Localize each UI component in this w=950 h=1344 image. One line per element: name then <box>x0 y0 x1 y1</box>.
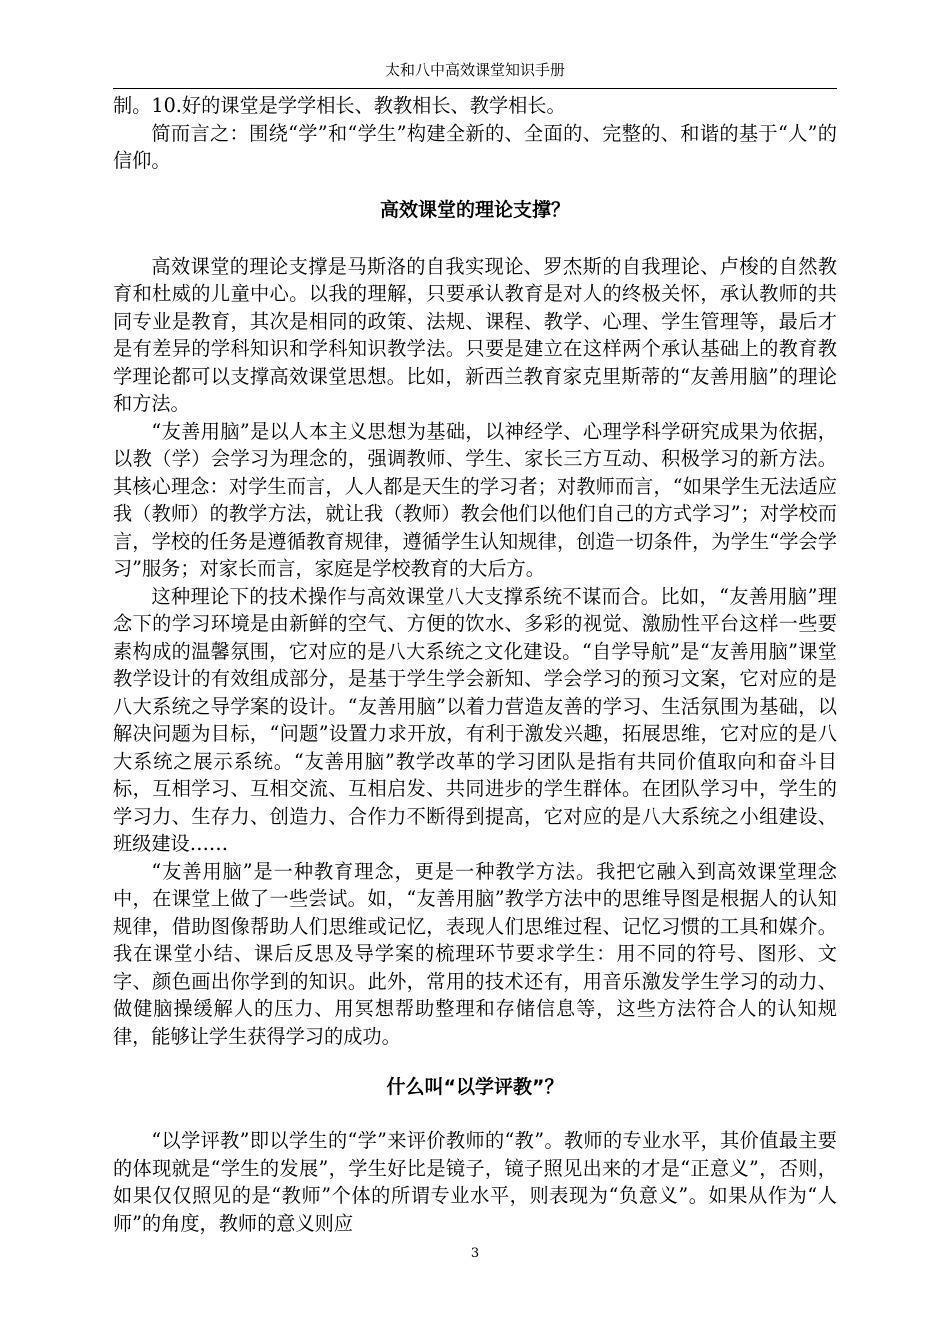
header-title: 太和八中高效课堂知识手册 <box>384 61 565 79</box>
document-body <box>113 92 837 1237</box>
paragraph: 这种理论下的技术操作与高效课堂八大支撑系统不谋而合。比如，“友善用脑”理念下的学习环境是由新鲜的空气、方便的饮水、多彩的视觉、激励性平台这样一些要素构成的温馨氛围，它对应的是八大系统之文化建设。“自学导航”是“友善用脑”课堂教学设计的有效组成部分，是基于学生学会新知、学会学习的预习文案，它对应的是八大系统之导学案的设计。“友善用脑”以着力营造友善的学习、生活氛围为基础，以解决问题为目标，“问题”设置力求开放，有利于激发兴趣，拓展思维，它对应的是八大系统之展示系统。“友善用脑”教学改革的学习团队是指有共同价值取向和奋斗目标，互相学习、互相交流、互相启发、共同进步的学生群体。在团队学习中，学生的学习力、生存力、创造力、合作力不断得到提高，它对应的是八大系统之小组建设、班级建设…… <box>113 584 837 855</box>
paragraph: 制。10.好的课堂是学学相长、教教相长、教学相长。 <box>113 94 566 117</box>
paragraph: “以学评教”即以学生的“学”来评价教师的“教”。教师的专业水平，其价值最主要的体现就是“学生的发展”，学生好比是镜子，镜子照见出来的才是“正意义”，否则，如果仅仅照见的是“教师”个体的所谓专业水平，则表现为“负意义”。如果从作为“人师”的角度，教师的意义则应 <box>113 1129 837 1235</box>
paragraph: “友善用脑”是一种教育理念，更是一种教学方法。我把它融入到高效课堂理念中，在课堂上做了一些尝试。如，“友善用脑”教学方法中的思维导图是根据人的认知规律，借助图像帮助人们思维或记忆，表现人们思维过程、记忆习惯的工具和媒介。我在课堂小结、课后反思及导学案的梳理环节要求学生：用不同的符号、图形、文字、颜色画出你学到的知识。此外，常用的技术还有，用音乐激发学生学习的动力、做健脑操缓解人的压力、用冥想帮助整理和存储信息等，这些方法符合人的认知规律，能够让学生获得学习的成功。 <box>113 859 837 1048</box>
page-header <box>113 52 837 89</box>
section-heading: 高效课堂的理论支撑？ <box>379 198 570 221</box>
paragraph: 简而言之：围绕“学”和“学生”构建全新的、全面的、完整的、和谐的基于“人”的信仰。 <box>113 121 837 172</box>
page-number: 3 <box>470 1246 480 1261</box>
section-heading: 什么叫“以学评教”？ <box>386 1076 564 1098</box>
paragraph: “友善用脑”是以人本主义思想为基础，以神经学、心理学科学研究成果为依据，以教（学）会学习为理念的，强调教师、学生、家长三方互动、积极学习的新方法。其核心理念：对学生而言，人人都是天生的学习者；对教师而言，“如果学生无法适应我（教师）的教学方法，就让我（教师）教会他们以他们自己的方式学习”；对学校而言，学校的任务是遵循教育规律，遵循学生认知规律，创造一切条件，为学生“学会学习”服务；对家长而言，家庭是学校教育的大后方。 <box>113 419 837 580</box>
paragraph: 高效课堂的理论支撑是马斯洛的自我实现论、罗杰斯的自我理论、卢梭的自然教育和杜威的儿童中心。以我的理解，只要承认教育是对人的终极关怀，承认教师的共同专业是教育，其次是相同的政策、法规、课程、教学、心理、学生管理等，最后才是有差异的学科知识和学科知识教学法。只要是建立在这样两个承认基础上的教育教学理论都可以支撑高效课堂思想。比如，新西兰教育家克里斯蒂的“友善用脑”的理论和方法。 <box>113 254 837 415</box>
